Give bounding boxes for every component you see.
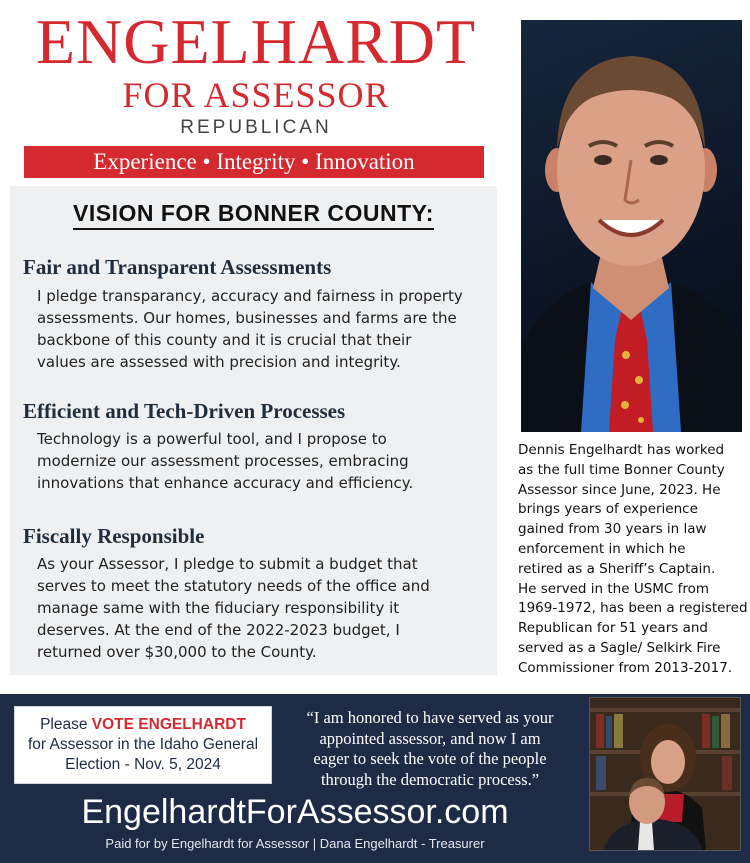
portrait-illustration [521, 20, 742, 432]
family-photo [589, 697, 741, 851]
body-line: modernize our assessment processes, embracing [37, 452, 409, 470]
website-url[interactable]: EngelhardtForAssessor.com [81, 793, 509, 831]
body-line: manage same with the fiduciary responsibility it [37, 599, 400, 617]
section-title-tech: Efficient and Tech-Driven Processes [23, 399, 346, 423]
body-line: returned over $30,000 to the County. [37, 643, 317, 661]
bio-line: served as a Sagle/ Selkirk Fire [518, 639, 721, 656]
bio-line: retired as a Sheriff’s Captain. [518, 560, 716, 577]
body-line: As your Assessor, I pledge to submit a budget that [37, 555, 418, 573]
bio-line: Dennis Engelhardt has worked [518, 442, 725, 458]
section-title-fiscal: Fiscally Responsible [23, 524, 205, 548]
bio-line: Commissioner from 2013-2017. [518, 659, 733, 676]
bio-line: He served in the USMC from [518, 580, 710, 597]
paid-for-disclaimer: Paid for by Engelhardt for Assessor | Dana Engelhardt - Treasurer [105, 836, 485, 851]
section-body-fiscal [37, 553, 430, 663]
family-illustration [590, 698, 740, 850]
vote-callout [14, 706, 272, 784]
vision-heading-text: VISION FOR BONNER COUNTY: [73, 200, 434, 230]
bio-line: Republican for 51 years and [518, 620, 708, 637]
section-title-fair: Fair and Transparent Assessments [23, 255, 332, 279]
vote-line-2: for Assessor in the Idaho General [27, 736, 259, 753]
vote-line-3: Election - Nov. 5, 2024 [65, 756, 221, 773]
body-line: I pledge transparancy, accuracy and fairness in property [37, 287, 463, 305]
quote-line: “I am honored to have served as your [306, 708, 554, 727]
bio-line: as the full time Bonner County [518, 461, 725, 478]
quote-line: eager to seek the vote of the people [313, 749, 547, 768]
candidate-bio [518, 441, 750, 679]
vote-please: Please [40, 716, 88, 733]
candidate-quote [275, 708, 585, 790]
candidate-name: ENGELHARDT [35, 6, 477, 77]
office-title: FOR ASSESSOR [122, 75, 390, 115]
body-line: Technology is a powerful tool, and I propose to [37, 430, 387, 448]
party-label: REPUBLICAN [180, 117, 332, 138]
candidate-photo [521, 20, 742, 432]
body-line: values are assessed with precision and integrity. [37, 353, 401, 371]
quote-line: through the democratic process.” [320, 769, 540, 789]
bio-line: 1969-1972, has been a registered [518, 600, 748, 617]
quote-line: appointed assessor, and now I am [319, 728, 541, 748]
bio-line: brings years of experience [518, 501, 698, 518]
body-line: innovations that enhance accuracy and efficiency. [37, 474, 414, 492]
vision-heading [10, 200, 497, 227]
bio-line: Assessor since June, 2023. He [518, 481, 721, 498]
vote-callout-text [15, 715, 271, 775]
bio-line: enforcement in which he [518, 540, 686, 557]
body-line: deserves. At the end of the 2022-2023 budget, I [37, 621, 400, 639]
tagline-banner: Experience • Integrity • Innovation [24, 146, 484, 178]
vision-panel [10, 186, 497, 675]
vote-line-1 [15, 715, 271, 735]
vote-name: VOTE ENGELHARDT [91, 716, 246, 733]
body-line: backbone of this county and it is crucial that their [37, 331, 412, 349]
section-body-tech [37, 428, 413, 494]
body-line: serves to meet the statutory needs of the office and [37, 577, 430, 595]
section-body-fair [37, 285, 463, 373]
body-line: assessments. Our homes, businesses and farms are the [37, 309, 457, 327]
bio-line: gained from 30 years in law [518, 521, 707, 538]
